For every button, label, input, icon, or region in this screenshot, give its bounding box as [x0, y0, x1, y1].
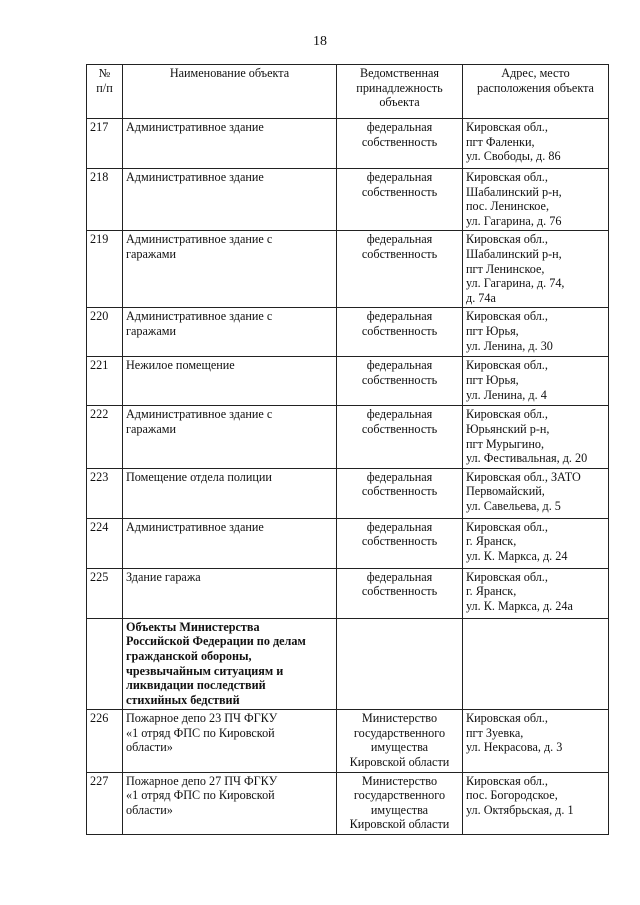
cell-ownership: федеральная собственность — [337, 169, 463, 231]
cell-ownership: федеральная собственность — [337, 231, 463, 308]
cell-number: 226 — [87, 710, 123, 772]
cell-object-name: Объекты Министерства Российской Федерации по делам гражданской обороны, чрезвычайным ситуациям и ликвидации последствий стихийных бедствий — [123, 618, 337, 710]
table-row — [87, 308, 609, 357]
cell-ownership: федеральная собственность — [337, 468, 463, 518]
cell-address: Кировская обл., пгт Зуевка, ул. Некрасова, д. 3 — [463, 710, 609, 772]
cell-ownership: федеральная собственность — [337, 357, 463, 406]
cell-ownership: федеральная собственность — [337, 406, 463, 468]
cell-object-name: Административное здание с гаражами — [123, 308, 337, 357]
cell-address: Кировская обл., пос. Богородское, ул. Октябрьская, д. 1 — [463, 772, 609, 834]
cell-object-name: Административное здание — [123, 169, 337, 231]
cell-number: 218 — [87, 169, 123, 231]
table-row — [87, 710, 609, 772]
table-row — [87, 468, 609, 518]
header-address: Адрес, место расположения объекта — [463, 65, 609, 119]
table-header-row — [87, 65, 609, 119]
cell-number: 219 — [87, 231, 123, 308]
cell-object-name: Административное здание с гаражами — [123, 406, 337, 468]
cell-ownership: федеральная собственность — [337, 518, 463, 568]
cell-number: 223 — [87, 468, 123, 518]
cell-ownership: федеральная собственность — [337, 308, 463, 357]
table-row — [87, 119, 609, 169]
cell-number: 220 — [87, 308, 123, 357]
cell-address — [463, 618, 609, 710]
cell-address: Кировская обл., пгт Юрья, ул. Ленина, д. 4 — [463, 357, 609, 406]
cell-object-name: Административное здание — [123, 119, 337, 169]
table-row — [87, 518, 609, 568]
header-ownership: Ведомственная принадлежность объекта — [337, 65, 463, 119]
cell-object-name: Нежилое помещение — [123, 357, 337, 406]
cell-ownership: Министерство государственного имущества Кировской области — [337, 772, 463, 834]
header-number: № п/п — [87, 65, 123, 119]
cell-address: Кировская обл., ЗАТО Первомайский, ул. Савельева, д. 5 — [463, 468, 609, 518]
cell-number — [87, 618, 123, 710]
cell-address: Кировская обл., пгт Юрья, ул. Ленина, д. 30 — [463, 308, 609, 357]
table-row — [87, 406, 609, 468]
table-row — [87, 772, 609, 834]
cell-address: Кировская обл., Шабалинский р-н, пос. Ленинское, ул. Гагарина, д. 76 — [463, 169, 609, 231]
table-row — [87, 357, 609, 406]
cell-address: Кировская обл., г. Яранск, ул. К. Маркса, д. 24а — [463, 568, 609, 618]
cell-ownership: Министерство государственного имущества Кировской области — [337, 710, 463, 772]
section-row — [87, 618, 609, 710]
cell-address: Кировская обл., Юрьянский р-н, пгт Мурыгино, ул. Фестивальная, д. 20 — [463, 406, 609, 468]
cell-ownership — [337, 618, 463, 710]
cell-object-name: Административное здание с гаражами — [123, 231, 337, 308]
cell-address: Кировская обл., г. Яранск, ул. К. Маркса, д. 24 — [463, 518, 609, 568]
cell-number: 225 — [87, 568, 123, 618]
objects-table — [86, 64, 609, 835]
cell-object-name: Административное здание — [123, 518, 337, 568]
cell-ownership: федеральная собственность — [337, 119, 463, 169]
table-row — [87, 568, 609, 618]
table-row — [87, 169, 609, 231]
cell-object-name: Здание гаража — [123, 568, 337, 618]
cell-number: 221 — [87, 357, 123, 406]
cell-number: 227 — [87, 772, 123, 834]
cell-object-name: Пожарное депо 27 ПЧ ФГКУ «1 отряд ФПС по Кировской области» — [123, 772, 337, 834]
table-row — [87, 231, 609, 308]
cell-ownership: федеральная собственность — [337, 568, 463, 618]
cell-object-name: Пожарное депо 23 ПЧ ФГКУ «1 отряд ФПС по Кировской области» — [123, 710, 337, 772]
cell-object-name: Помещение отдела полиции — [123, 468, 337, 518]
cell-number: 224 — [87, 518, 123, 568]
cell-number: 217 — [87, 119, 123, 169]
header-object-name: Наименование объекта — [123, 65, 337, 119]
cell-address: Кировская обл., пгт Фаленки, ул. Свободы, д. 86 — [463, 119, 609, 169]
cell-address: Кировская обл., Шабалинский р-н, пгт Ленинское, ул. Гагарина, д. 74, д. 74а — [463, 231, 609, 308]
page-number: 18 — [313, 34, 327, 49]
cell-number: 222 — [87, 406, 123, 468]
